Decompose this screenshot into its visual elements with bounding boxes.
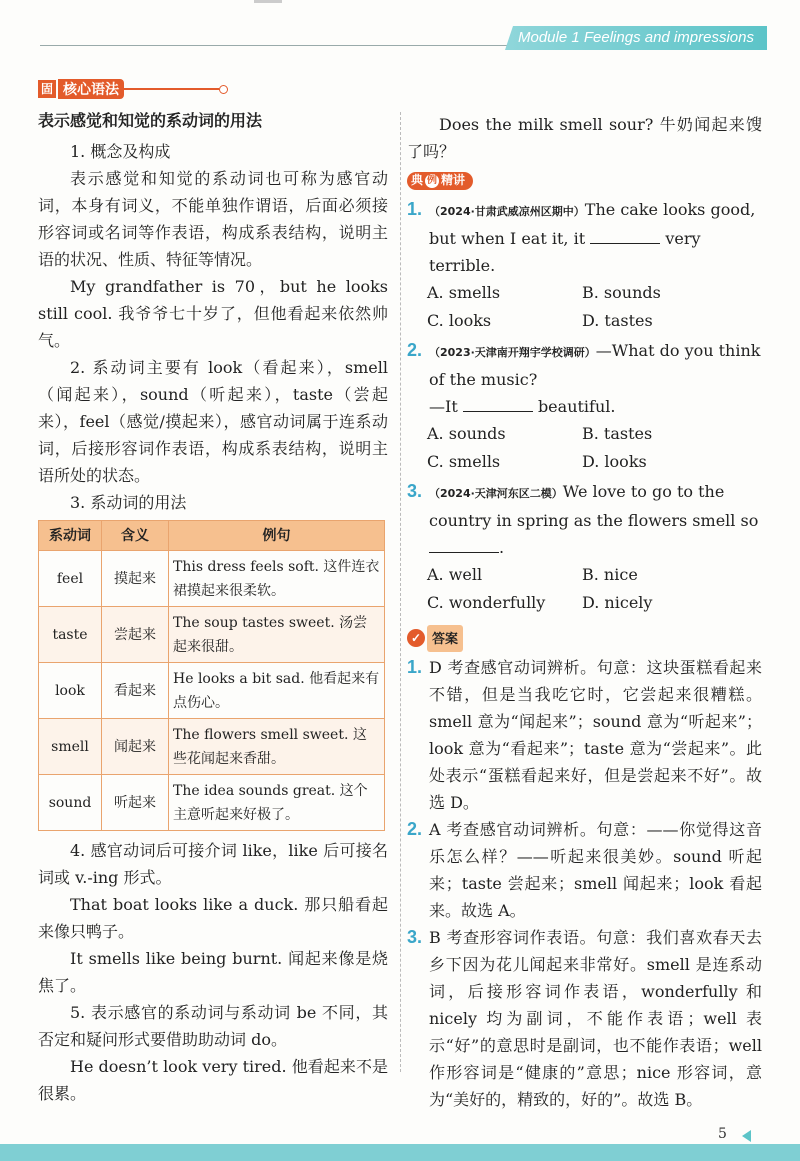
table-cell: The flowers smell sweet. 这些花闻起来香甜。 bbox=[169, 719, 385, 775]
answer-text: B 考查形容词作表语。句意：我们喜欢春天去乡下因为花儿闻起来非常好。smell 是连系动词，后接形容词作表语，wonderfully 和 nicely 均为副词，不能作表语；well 表示“好”的意思时是副词，也不能作表语；well 作形容词是“健康的”意思；nice 形容词，意为“美好的，精致的，好的”。故选 B。 bbox=[429, 927, 762, 1109]
question-text: very terrible. bbox=[429, 228, 701, 275]
question-text: —What do you think of the music? bbox=[429, 340, 761, 389]
table-header: 例句 bbox=[169, 521, 385, 551]
question-number: 2. bbox=[407, 339, 423, 360]
answer-badge bbox=[407, 625, 463, 652]
table-row bbox=[39, 607, 385, 663]
question-source: （2024·天津河东区二模） bbox=[429, 486, 563, 500]
badge-line bbox=[124, 88, 219, 90]
table-cell: 看起来 bbox=[102, 663, 169, 719]
option: B. sounds bbox=[582, 282, 661, 302]
question-1 bbox=[407, 196, 762, 279]
question-text: beautiful. bbox=[537, 396, 616, 416]
option: D. nicely bbox=[582, 592, 653, 612]
option: D. tastes bbox=[582, 310, 653, 330]
answer-number: 3. bbox=[407, 926, 423, 947]
table-header: 系动词 bbox=[39, 521, 102, 551]
option: C. wonderfully bbox=[427, 592, 546, 612]
table-cell: 摸起来 bbox=[102, 551, 169, 607]
question-text: . bbox=[499, 537, 505, 557]
paragraph: 2. 系动词主要有 look（看起来），smell（闻起来），sound（听起来），taste（尝起来），feel（感觉/摸起来），感官动词属于连系动词，后接形容词作表语，构成系表结构，说明主语所处的状态。 bbox=[38, 358, 388, 485]
right-column bbox=[407, 111, 762, 1113]
table-row bbox=[39, 719, 385, 775]
header-rule bbox=[40, 45, 510, 46]
answer-1 bbox=[407, 654, 762, 816]
table-cell: sound bbox=[39, 775, 102, 831]
answer-3 bbox=[407, 924, 762, 1113]
section-icon: 固 bbox=[38, 80, 56, 98]
option: A. smells bbox=[427, 282, 501, 302]
core-grammar-badge bbox=[38, 78, 388, 100]
question-3 bbox=[407, 478, 762, 561]
table-cell: 闻起来 bbox=[102, 719, 169, 775]
module-title: Module 1 Feelings and impressions bbox=[518, 29, 754, 46]
check-icon: ✓ bbox=[407, 629, 425, 647]
intro-sentence: Does the milk smell sour? 牛奶闻起来馊了吗？ bbox=[407, 115, 762, 161]
table-cell: 听起来 bbox=[102, 775, 169, 831]
answer-number: 1. bbox=[407, 656, 423, 677]
option: B. nice bbox=[582, 564, 638, 584]
answer-blank bbox=[590, 227, 660, 244]
table-row bbox=[39, 775, 385, 831]
answer-blank bbox=[463, 395, 533, 412]
subheading-1: 1. 概念及构成 bbox=[70, 142, 171, 161]
paragraph: 表示感觉和知觉的系动词也可称为感官动词，本身有词义，不能单独作谓语，后面必须接形容词或名词等作表语，构成系表结构，说明主语的状况、性质、特征等情况。 bbox=[38, 169, 388, 269]
left-column bbox=[38, 78, 388, 1107]
example-badge bbox=[407, 172, 473, 190]
table-cell: smell bbox=[39, 719, 102, 775]
footer-band bbox=[0, 1144, 800, 1161]
top-edge-mark bbox=[254, 0, 282, 3]
option: C. smells bbox=[427, 451, 501, 471]
table-cell: look bbox=[39, 663, 102, 719]
table-cell: He looks a bit sad. 他看起来有点伤心。 bbox=[169, 663, 385, 719]
example-badge-post: 精讲 bbox=[441, 173, 466, 187]
option: A. well bbox=[427, 564, 483, 584]
paragraph: 4. 感官动词后可接介词 like，like 后可接名词或 v.-ing 形式。 bbox=[38, 841, 388, 887]
subheading-3: 3. 系动词的用法 bbox=[70, 493, 187, 512]
question-source: （2023·天津南开翔宇学校调研） bbox=[429, 345, 596, 359]
section-label: 核心语法 bbox=[58, 79, 124, 99]
answer-text: A 考查感官动词辨析。句意：——你觉得这音乐怎么样？——听起来很美妙。sound 听起来；taste 尝起来；smell 闻起来；look 看起来。故选 A。 bbox=[429, 819, 762, 920]
options-1 bbox=[407, 279, 762, 335]
question-text: The cake looks good, but when I eat it, it bbox=[429, 199, 756, 248]
options-2 bbox=[407, 420, 762, 476]
example-badge-circle: 例 bbox=[427, 174, 438, 186]
badge-dot bbox=[219, 85, 228, 94]
answer-text: D 考查感官动词辨析。句意：这块蛋糕看起来不错，但是当我吃它时，它尝起来很糟糕。smell 意为“闻起来”；sound 意为“听起来”；look 意为“看起来”；taste 意为“尝起来”。此处表示“蛋糕看起来好，但是尝起来不好”。故选 D。 bbox=[429, 657, 762, 812]
options-3 bbox=[407, 561, 762, 617]
question-text: —It bbox=[429, 396, 458, 416]
question-2 bbox=[407, 337, 762, 420]
table-cell: 尝起来 bbox=[102, 607, 169, 663]
answer-2 bbox=[407, 816, 762, 924]
answer-number: 2. bbox=[407, 818, 423, 839]
page-arrow-icon bbox=[742, 1130, 751, 1142]
option: A. sounds bbox=[427, 423, 506, 443]
option: B. tastes bbox=[582, 423, 653, 443]
table-cell: This dress feels soft. 这件连衣裙摸起来很柔软。 bbox=[169, 551, 385, 607]
table-cell: feel bbox=[39, 551, 102, 607]
question-number: 1. bbox=[407, 198, 423, 219]
example-badge-pre: 典 bbox=[411, 173, 424, 187]
option: D. looks bbox=[582, 451, 647, 471]
table-cell: The soup tastes sweet. 汤尝起来很甜。 bbox=[169, 607, 385, 663]
question-text: We love to go to the country in spring as the flowers smell so bbox=[429, 481, 759, 530]
table-cell: taste bbox=[39, 607, 102, 663]
table-cell: The idea sounds great. 这个主意听起来好极了。 bbox=[169, 775, 385, 831]
paragraph: That boat looks like a duck. 那只船看起来像只鸭子。 bbox=[38, 895, 388, 941]
answer-blank bbox=[429, 536, 499, 553]
paragraph: It smells like being burnt. 闻起来像是烧焦了。 bbox=[38, 949, 388, 995]
paragraph: My grandfather is 70，but he looks still cool. 我爷爷七十岁了，但他看起来依然帅气。 bbox=[38, 277, 388, 350]
page-number: 5 bbox=[718, 1126, 727, 1142]
paragraph: 5. 表示感官的系动词与系动词 be 不同，其否定和疑问形式要借助助动词 do。 bbox=[38, 1003, 388, 1049]
table-row bbox=[39, 551, 385, 607]
question-number: 3. bbox=[407, 480, 423, 501]
question-source: （2024·甘肃武威凉州区期中） bbox=[429, 204, 585, 218]
linking-verb-table bbox=[38, 520, 385, 831]
answer-badge-label: 答案 bbox=[427, 625, 463, 652]
section-title: 表示感觉和知觉的系动词的用法 bbox=[38, 113, 263, 130]
column-divider bbox=[400, 112, 401, 1072]
table-header: 含义 bbox=[102, 521, 169, 551]
table-row bbox=[39, 663, 385, 719]
option: C. looks bbox=[427, 310, 492, 330]
paragraph: He doesn’t look very tired. 他看起来不是很累。 bbox=[38, 1057, 388, 1103]
